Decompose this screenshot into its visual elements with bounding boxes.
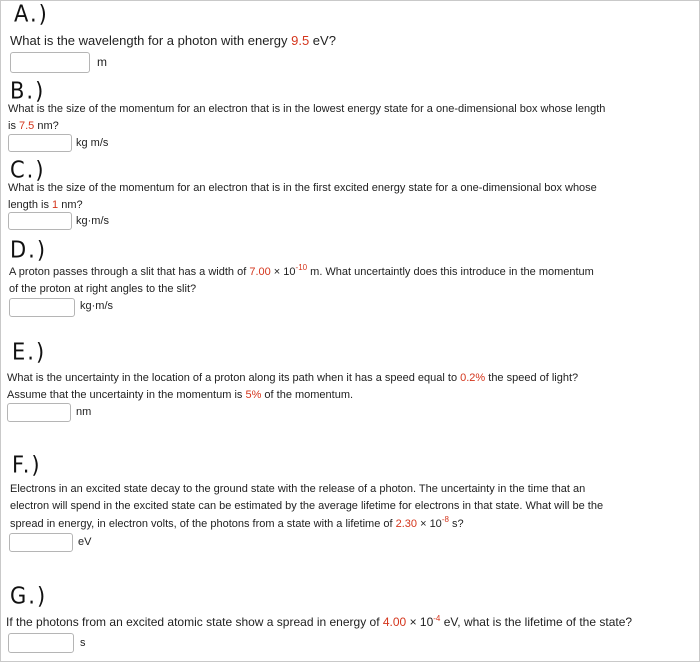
label-d: D.): [10, 237, 48, 263]
question-a: What is the wavelength for a photon with energy 9.5 eV?: [10, 33, 336, 48]
answer-input-a[interactable]: [10, 52, 90, 73]
unit-e: nm: [76, 406, 92, 418]
question-d-line2: of the proton at right angles to the slit?: [9, 283, 197, 295]
question-e-line1: What is the uncertainty in the location of a proton along its path when it has a speed equal to 0.2% the speed of light?: [7, 372, 579, 384]
unit-c: kg·m/s: [76, 215, 109, 227]
label-g: G.): [10, 583, 48, 609]
question-c-line2: length is 1 nm?: [8, 199, 83, 211]
question-e-line2: Assume that the uncertainty in the momentum is 5% of the momentum.: [7, 389, 354, 401]
question-f-line1: Electrons in an excited state decay to the ground state with the release of a photon. The uncertainty in the time that an: [10, 483, 586, 495]
answer-input-g[interactable]: [8, 633, 74, 653]
unit-d: kg·m/s: [80, 300, 113, 312]
label-e: E.): [12, 339, 47, 365]
label-c: C.): [10, 157, 46, 183]
answer-input-b[interactable]: [8, 134, 72, 152]
unit-b: kg m/s: [76, 137, 109, 149]
label-f: F.): [12, 452, 42, 478]
question-f-line3: spread in energy, in electron volts, of the photons from a state with a lifetime of $2.30 \times 10^{-8}$ s?: [10, 515, 464, 530]
label-b: B.): [10, 78, 46, 104]
answer-input-f[interactable]: [9, 533, 73, 552]
answer-input-d[interactable]: [9, 298, 75, 317]
question-b-line2: is 7.5 nm?: [8, 120, 59, 132]
unit-g: s: [80, 637, 86, 649]
question-c-line1: What is the size of the momentum for an electron that is in the first excited energy state for a one-dimensional box whose: [8, 182, 597, 194]
unit-a: m: [97, 55, 107, 69]
label-a: A.): [14, 1, 49, 27]
question-d-line1: A proton passes through a slit that has a width of $7.00 \times 10^{-10}$ m. What uncertaintly does this introduce in the momentum: [9, 263, 594, 278]
question-f-line2: electron will spend in the excited state can be estimated by the average lifetime for electrons in that state. What will be the: [10, 500, 604, 512]
unit-f: eV: [78, 536, 92, 548]
answer-input-e[interactable]: [7, 403, 71, 422]
question-g: If the photons from an excited atomic state show a spread in energy of $4.00 \times 10^{-4}$ eV, what is the lifetime of the state?: [6, 614, 633, 629]
question-b-line1: What is the size of the momentum for an electron that is in the lowest energy state for a one-dimensional box whose length: [8, 103, 606, 115]
answer-input-c[interactable]: [8, 212, 72, 230]
